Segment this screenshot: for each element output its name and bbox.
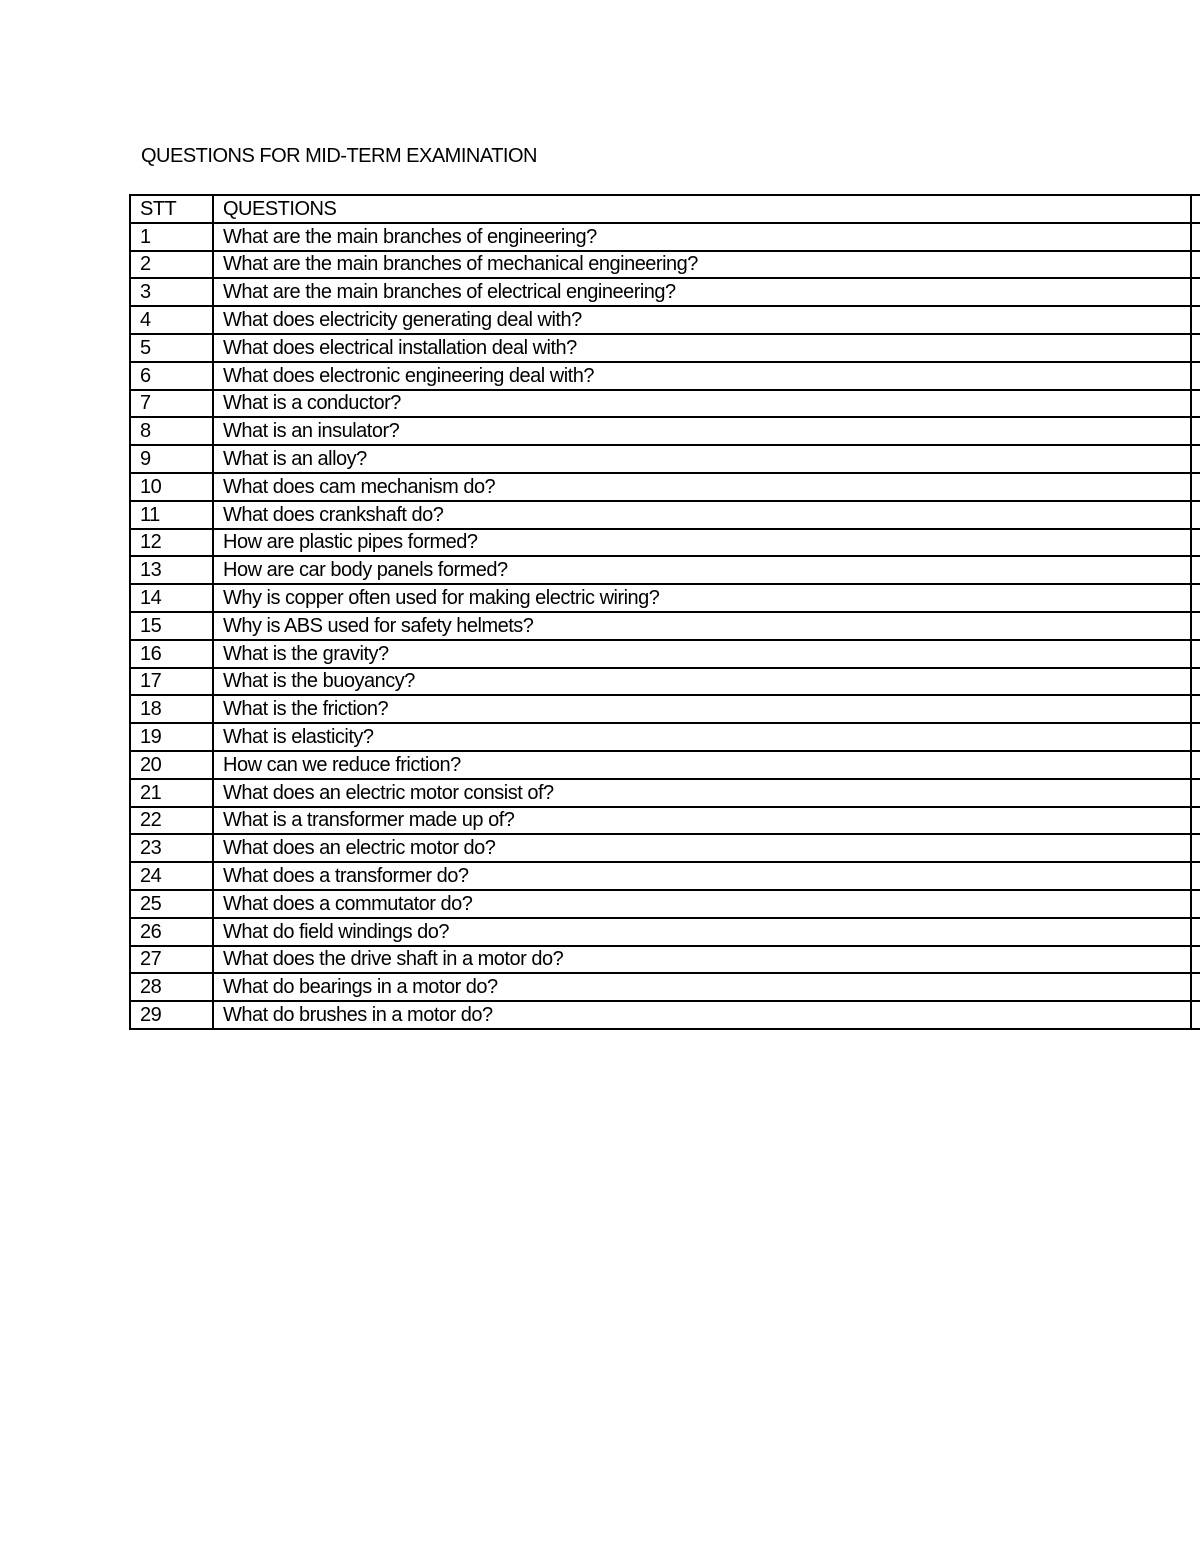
question-text: Why is copper often used for making electric wiring?	[213, 584, 1191, 612]
question-number: 29	[130, 1001, 213, 1029]
table-row	[130, 529, 1200, 557]
extra-cell	[1191, 779, 1200, 807]
question-text: What are the main branches of electrical engineering?	[213, 278, 1191, 306]
question-number: 19	[130, 723, 213, 751]
question-number: 8	[130, 417, 213, 445]
question-text: Why is ABS used for safety helmets?	[213, 612, 1191, 640]
header-stt: STT	[130, 195, 213, 223]
question-number: 1	[130, 223, 213, 251]
question-number: 2	[130, 251, 213, 279]
question-number: 16	[130, 640, 213, 668]
question-text: What is a conductor?	[213, 390, 1191, 418]
question-number: 27	[130, 946, 213, 974]
question-number: 3	[130, 278, 213, 306]
table-row	[130, 862, 1200, 890]
question-text: What do field windings do?	[213, 918, 1191, 946]
question-text: What does a transformer do?	[213, 862, 1191, 890]
question-number: 28	[130, 973, 213, 1001]
table-row	[130, 723, 1200, 751]
extra-cell	[1191, 584, 1200, 612]
table-row	[130, 251, 1200, 279]
extra-cell	[1191, 807, 1200, 835]
question-text: What is the buoyancy?	[213, 668, 1191, 696]
table-row	[130, 306, 1200, 334]
extra-cell	[1191, 473, 1200, 501]
extra-cell	[1191, 723, 1200, 751]
table-row	[130, 807, 1200, 835]
table-row	[130, 918, 1200, 946]
question-number: 21	[130, 779, 213, 807]
question-text: What does an electric motor do?	[213, 834, 1191, 862]
question-number: 7	[130, 390, 213, 418]
question-number: 26	[130, 918, 213, 946]
question-number: 15	[130, 612, 213, 640]
extra-cell	[1191, 862, 1200, 890]
question-number: 11	[130, 501, 213, 529]
question-text: What do brushes in a motor do?	[213, 1001, 1191, 1029]
extra-cell	[1191, 946, 1200, 974]
table-row	[130, 779, 1200, 807]
table-row	[130, 890, 1200, 918]
question-number: 24	[130, 862, 213, 890]
table-row	[130, 612, 1200, 640]
extra-cell	[1191, 751, 1200, 779]
extra-cell	[1191, 445, 1200, 473]
page-title: QUESTIONS FOR MID-TERM EXAMINATION	[141, 145, 537, 167]
question-text: What are the main branches of engineering?	[213, 223, 1191, 251]
question-text: How are plastic pipes formed?	[213, 529, 1191, 557]
extra-cell	[1191, 918, 1200, 946]
questions-table-body	[130, 195, 1200, 1029]
extra-cell	[1191, 695, 1200, 723]
table-row	[130, 834, 1200, 862]
extra-cell	[1191, 973, 1200, 1001]
question-text: What does an electric motor consist of?	[213, 779, 1191, 807]
question-number: 17	[130, 668, 213, 696]
table-row	[130, 584, 1200, 612]
table-row	[130, 278, 1200, 306]
extra-cell	[1191, 556, 1200, 584]
question-text: What does crankshaft do?	[213, 501, 1191, 529]
table-row	[130, 417, 1200, 445]
extra-cell	[1191, 390, 1200, 418]
extra-cell	[1191, 251, 1200, 279]
table-row	[130, 473, 1200, 501]
question-text: What is the gravity?	[213, 640, 1191, 668]
extra-cell	[1191, 362, 1200, 390]
question-number: 6	[130, 362, 213, 390]
question-text: How can we reduce friction?	[213, 751, 1191, 779]
question-number: 25	[130, 890, 213, 918]
question-text: What does electronic engineering deal with?	[213, 362, 1191, 390]
question-text: What is an alloy?	[213, 445, 1191, 473]
question-text: What are the main branches of mechanical engineering?	[213, 251, 1191, 279]
extra-cell	[1191, 668, 1200, 696]
question-number: 9	[130, 445, 213, 473]
extra-cell	[1191, 223, 1200, 251]
table-row	[130, 334, 1200, 362]
question-number: 22	[130, 807, 213, 835]
extra-cell	[1191, 278, 1200, 306]
extra-cell	[1191, 529, 1200, 557]
extra-cell	[1191, 501, 1200, 529]
table-row	[130, 668, 1200, 696]
extra-cell	[1191, 1001, 1200, 1029]
question-text: What do bearings in a motor do?	[213, 973, 1191, 1001]
question-number: 10	[130, 473, 213, 501]
question-text: What does the drive shaft in a motor do?	[213, 946, 1191, 974]
table-row	[130, 223, 1200, 251]
question-number: 4	[130, 306, 213, 334]
table-row	[130, 640, 1200, 668]
table-row	[130, 501, 1200, 529]
table-row	[130, 1001, 1200, 1029]
header-questions: QUESTIONS	[213, 195, 1191, 223]
question-text: What does electrical installation deal with?	[213, 334, 1191, 362]
question-number: 12	[130, 529, 213, 557]
question-number: 13	[130, 556, 213, 584]
question-text: What is a transformer made up of?	[213, 807, 1191, 835]
table-header-row	[130, 195, 1200, 223]
extra-cell	[1191, 612, 1200, 640]
extra-cell	[1191, 890, 1200, 918]
table-row	[130, 445, 1200, 473]
header-extra-cell	[1191, 195, 1200, 223]
question-number: 20	[130, 751, 213, 779]
table-row	[130, 973, 1200, 1001]
question-text: What is the friction?	[213, 695, 1191, 723]
extra-cell	[1191, 306, 1200, 334]
questions-table	[129, 194, 1200, 1030]
question-text: What is elasticity?	[213, 723, 1191, 751]
question-number: 5	[130, 334, 213, 362]
table-row	[130, 390, 1200, 418]
question-number: 14	[130, 584, 213, 612]
question-text: What is an insulator?	[213, 417, 1191, 445]
extra-cell	[1191, 834, 1200, 862]
question-number: 23	[130, 834, 213, 862]
question-text: What does cam mechanism do?	[213, 473, 1191, 501]
table-row	[130, 556, 1200, 584]
table-row	[130, 946, 1200, 974]
question-text: What does a commutator do?	[213, 890, 1191, 918]
extra-cell	[1191, 417, 1200, 445]
extra-cell	[1191, 334, 1200, 362]
table-row	[130, 362, 1200, 390]
table-row	[130, 751, 1200, 779]
question-text: What does electricity generating deal with?	[213, 306, 1191, 334]
table-row	[130, 695, 1200, 723]
extra-cell	[1191, 640, 1200, 668]
question-text: How are car body panels formed?	[213, 556, 1191, 584]
question-number: 18	[130, 695, 213, 723]
